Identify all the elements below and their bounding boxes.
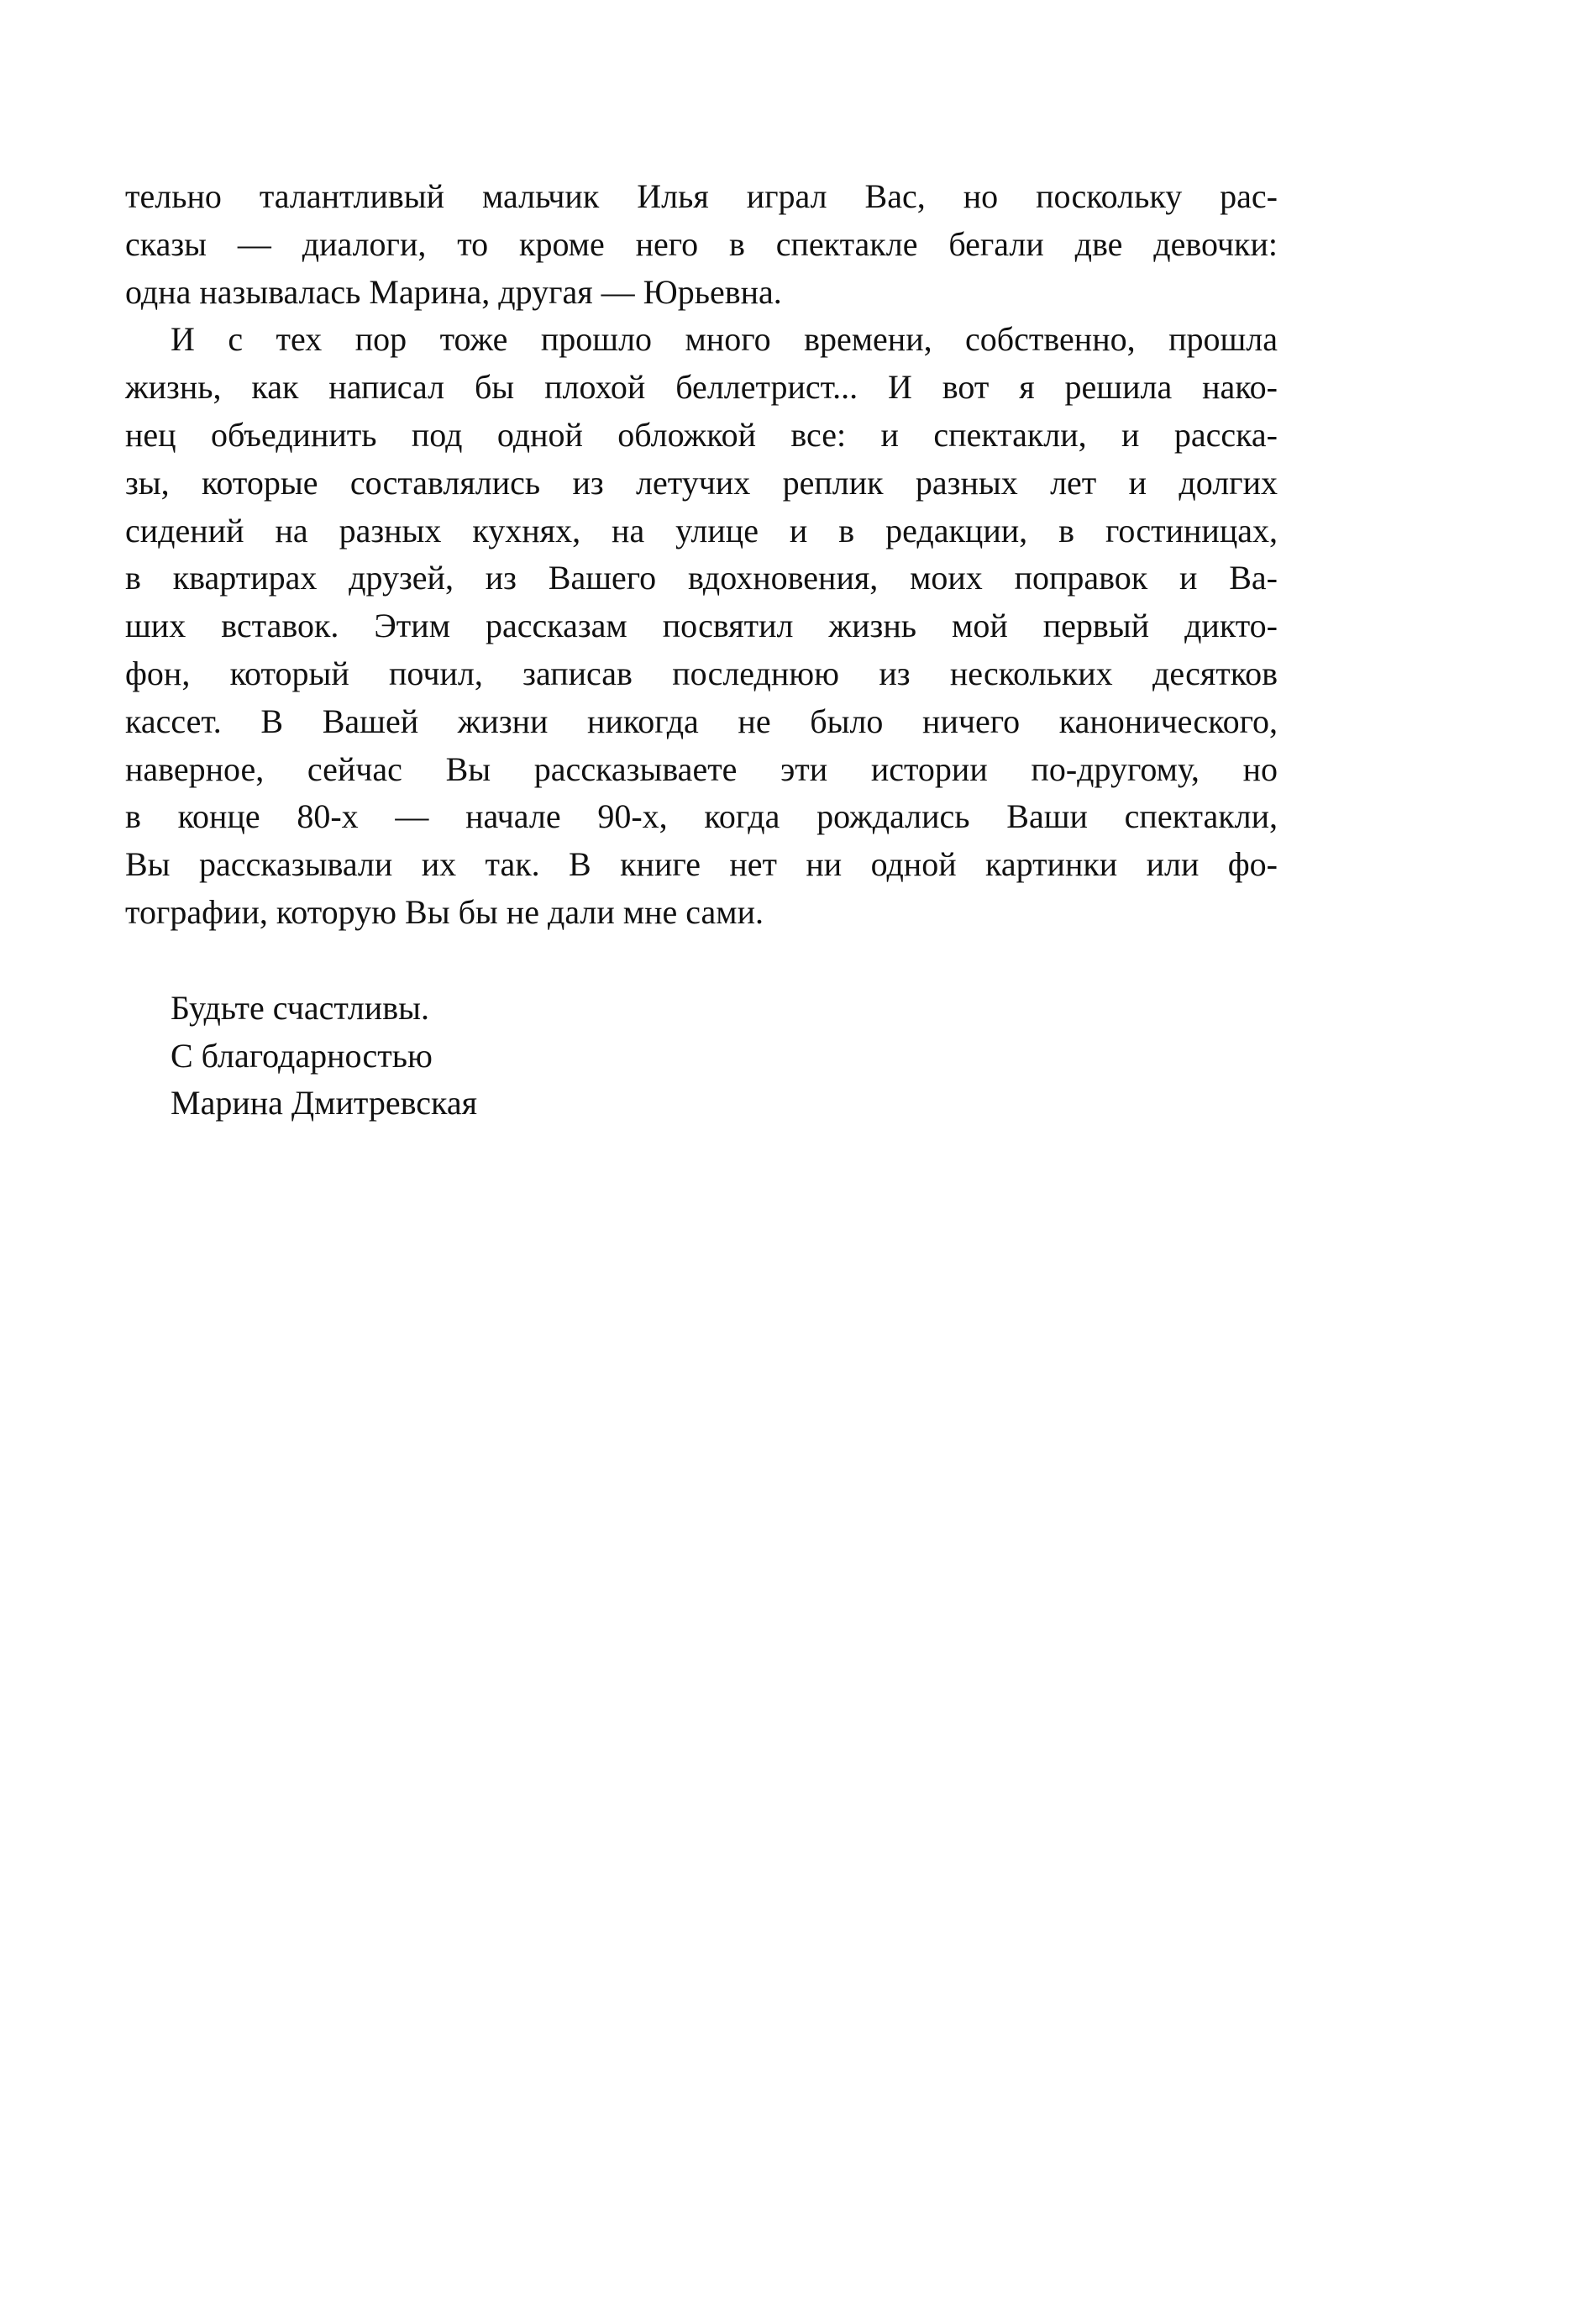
text-line: в конце 80-х — начале 90-х, когда рождались Ваши спектакли, — [125, 797, 1278, 836]
text-line: Вы рассказывали их так. В книге нет ни одной картинки или фо- — [125, 845, 1278, 884]
text-line: нец объединить под одной обложкой все: и спектакли, и расска- — [125, 415, 1278, 454]
text-line: ших вставок. Этим рассказам посвятил жизнь мой первый дикто- — [125, 607, 1278, 645]
paragraph-gap — [125, 937, 1278, 985]
text-line: тографии, которую Вы бы не дали мне сами. — [125, 892, 764, 931]
text-line: жизнь, как написал бы плохой беллетрист... И вот я решила нако- — [125, 368, 1278, 407]
signature-block — [125, 985, 1278, 1128]
author-name: Марина Дмитревская — [171, 1084, 477, 1122]
text-line: тельно талантливый мальчик Илья играл Вас, но поскольку рас- — [125, 177, 1278, 215]
text-line: фон, который почил, записав последнюю из нескольких десятков — [125, 654, 1278, 692]
letter-body — [125, 173, 1278, 1128]
text-line: И с тех пор тоже прошло много времени, собственно, прошла — [171, 320, 1278, 359]
text-line: кассет. В Вашей жизни никогда не было ничего канонического, — [125, 702, 1278, 740]
paragraph-1 — [125, 173, 1278, 316]
text-line: в квартирах друзей, из Вашего вдохновения, моих поправок и Ва- — [125, 559, 1278, 597]
closing-wish: Будьте счастливы. — [171, 988, 429, 1027]
text-line: сидений на разных кухнях, на улице и в редакции, в гостиницах, — [125, 511, 1278, 549]
paragraph-2 — [125, 316, 1278, 936]
text-line: зы, которые составлялись из летучих реплик разных лет и долгих — [125, 463, 1278, 502]
text-line: одна называлась Марина, другая — Юрьевна. — [125, 272, 782, 311]
closing-gratitude: С благодарностью — [171, 1036, 433, 1075]
text-line: наверное, сейчас Вы рассказываете эти истории по-другому, но — [125, 749, 1278, 788]
text-line: сказы — диалоги, то кроме него в спектакле бегали две девочки: — [125, 224, 1278, 263]
